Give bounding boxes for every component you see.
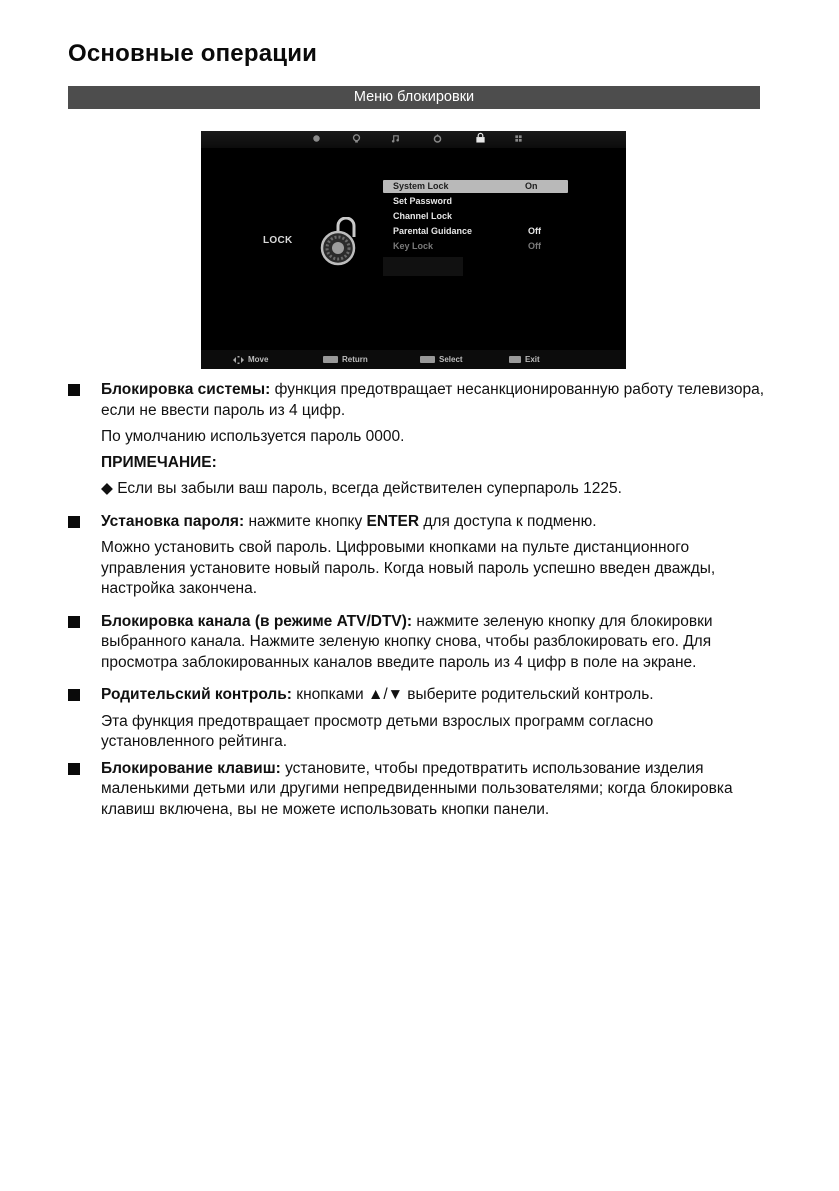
tv-lock-menu-screenshot [201,131,626,369]
section-header-bar: Меню блокировки [68,86,760,109]
enter-key-label: ENTER [366,512,420,530]
hint-return [323,355,368,364]
hint-select [420,355,463,364]
menu-item-value: Off [528,241,541,251]
setup-icon [514,134,523,143]
square-bullet-icon [68,384,80,396]
item-paragraph: Можно установить свой пароль. Цифровыми кнопками на пульте дистанционного управления установите новый пароль. Когда новый пароль успешно введен дважды, настройка закончена. [101,539,716,597]
item-heading: Установка пароля: [101,512,245,530]
description-list [68,380,768,820]
dpad-icon [233,356,244,364]
square-bullet-icon [68,763,80,775]
hint-move [233,355,268,364]
menu-item-label: Channel Lock [393,211,453,221]
sound-icon [352,134,361,143]
menu-item-set-password[interactable] [383,194,568,209]
hint-label: Select [439,355,463,364]
item-heading: Блокировка системы: [101,381,271,398]
list-item-system-lock [68,380,768,500]
tv-lock-menu-list [383,180,568,254]
menu-item-label: Set Password [393,196,453,206]
list-item-parental-control [68,685,768,753]
tv-category-icon-bar [201,131,626,148]
list-item-key-lock [68,759,768,821]
item-heading: Блокирование клавиш: [101,759,281,777]
item-heading: Блокировка канала (в режиме ATV/DTV): [101,612,413,630]
menu-item-system-lock[interactable] [383,180,568,193]
list-item-channel-lock [68,612,768,674]
list-item-set-password: Установка пароля: нажмите кнопку ENTER для доступа к подменю. Можно установить свой пароль. Цифровыми кнопками на пульте дистанционного управления установите новый пароль. Когда новый пароль успешно введен дважды, настройка закончена. [68,512,768,600]
item-text: кнопками ▲/▼ выберите родительский контроль. [291,686,654,703]
square-bullet-icon [68,516,80,528]
tv-hint-bar [201,350,626,369]
exit-key-icon [509,356,521,363]
square-bullet-icon [68,689,80,701]
menu-item-value: On [525,181,538,191]
menu-item-channel-lock[interactable] [383,209,568,224]
padlock-icon [318,217,364,267]
page-title: Основные операции [68,40,318,67]
menu-item-label: Key Lock [393,241,434,251]
item-paragraph: По умолчанию используется пароль 0000. [101,428,405,445]
item-paragraph: Эта функция предотвращает просмотр детьми взрослых программ согласно установленного рейтинга. [101,712,654,750]
menu-item-value: Off [528,226,541,236]
square-bullet-icon [68,616,80,628]
picture-icon [312,134,321,143]
tv-category-label: LOCK [263,235,293,246]
hint-label: Return [342,355,368,364]
hint-label: Exit [525,355,540,364]
hint-exit [509,355,540,364]
hint-label: Move [248,355,269,364]
item-heading: Родительский контроль: [101,686,292,703]
lock-icon [475,134,484,143]
menu-key-icon [323,356,338,363]
music-icon [391,134,400,143]
note-label: ПРИМЕЧАНИЕ: [101,453,217,471]
menu-item-label: Parental Guidance [393,226,473,236]
tv-empty-panel [383,257,463,276]
clock-icon [433,134,442,143]
item-text: функция предотвращает несанкционированную работу телевизора, если не ввести пароль из 4 цифр. [101,381,765,419]
menu-item-label: System Lock [393,181,449,191]
note-text: ◆ Если вы забыли ваш пароль, всегда действителен суперпароль 1225. [101,480,622,497]
menu-item-parental-guidance[interactable] [383,224,568,239]
enter-key-icon [420,356,435,363]
item-text: установите, чтобы предотвратить использование изделия маленькими детьми или другими непредвиденными пользователями; когда блокировка клавиш включена, вы не можете использовать кнопки панели. [101,759,733,818]
menu-item-key-lock[interactable] [383,239,568,254]
item-text: нажмите зеленую кнопку для блокировки выбранного канала. Нажмите зеленую кнопку снова, чтобы разблокировать его. Для просмотра заблокированных каналов введите пароль из 4 цифр в поле на экране. [101,612,713,671]
